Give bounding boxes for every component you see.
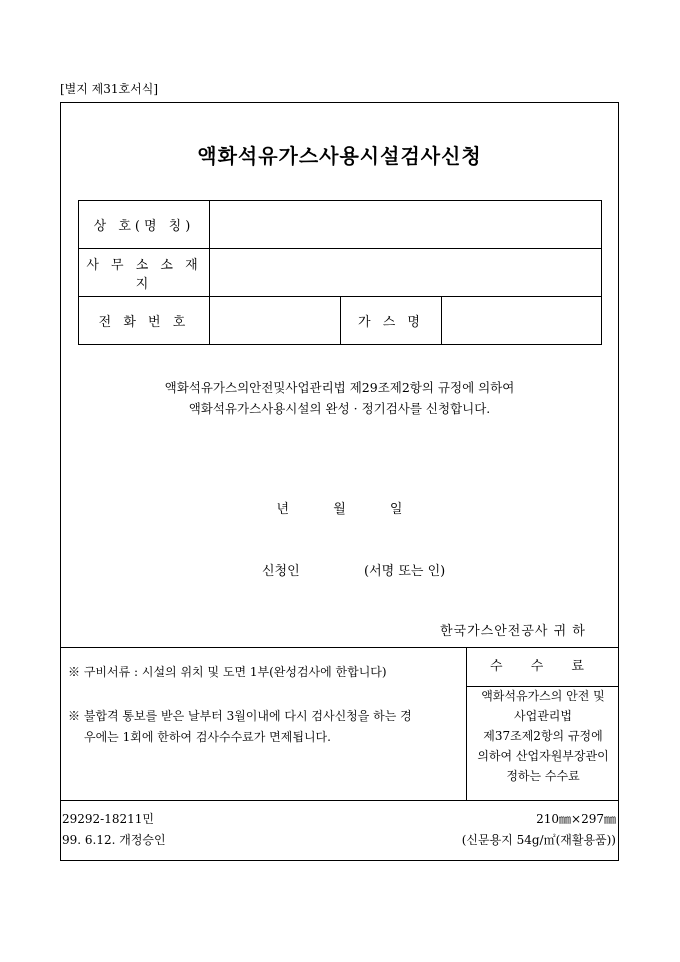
gas-name-field[interactable]	[442, 297, 602, 345]
fee-description	[467, 686, 619, 786]
required-documents-note: ※ 구비서류 : 시설의 위치 및 도면 1부(완성검사에 한합니다)	[68, 665, 387, 679]
table-row	[79, 297, 602, 345]
date-year: 년	[276, 502, 290, 517]
table-row	[79, 201, 602, 249]
date-day: 일	[389, 502, 403, 517]
application-date	[60, 498, 619, 517]
statement-line-2: 액화석유가스사용시설의 완성 · 정기검사를 신청합니다.	[188, 401, 491, 416]
form-code: 29292-18211민	[62, 812, 154, 826]
approval-date: 99. 6.12. 개정승인	[62, 833, 166, 847]
table-row	[79, 249, 602, 297]
paper-type: (신문용지 54g/㎡(재활용품))	[461, 833, 616, 847]
fee-line: 의하여 산업자원부장관이	[477, 749, 609, 763]
fee-header: 수 수 료	[490, 659, 596, 674]
statement-line-1: 액화석유가스의안전및사업관리법 제29조제2항의 규정에 의하여	[164, 380, 515, 395]
recipient: 한국가스안전공사 귀 하	[440, 624, 586, 639]
fee-line: 제37조제2항의 규정에	[483, 729, 603, 743]
applicant-label: 신청인	[262, 564, 300, 579]
date-month: 월	[333, 502, 346, 517]
paper-size: 210㎜×297㎜	[536, 812, 616, 826]
phone-number-label: 전 화 번 호	[79, 297, 210, 345]
office-address-field[interactable]	[210, 249, 602, 297]
divider	[60, 800, 619, 801]
company-name-field[interactable]	[210, 201, 602, 249]
form-title: 액화석유가스사용시설검사신청	[197, 144, 482, 168]
signature-note: (서명 또는 인)	[364, 564, 446, 579]
company-name-label: 상 호(명 칭)	[79, 201, 210, 249]
gas-name-label: 가 스 명	[341, 297, 442, 345]
office-address-label: 사 무 소 소 재 지	[79, 249, 210, 297]
fee-line: 사업관리법	[514, 709, 572, 723]
fee-line: 정하는 수수료	[506, 769, 580, 783]
applicant-info-table	[78, 200, 602, 345]
phone-number-field[interactable]	[210, 297, 341, 345]
form-number-label: [별지 제31호서식]	[60, 82, 158, 96]
fail-notice-line-1: ※ 불합격 통보를 받은 날부터 3월이내에 다시 검사신청을 하는 경	[68, 709, 412, 723]
fail-notice-line-2: 우에는 1회에 한하여 검사수수료가 면제됩니다.	[84, 730, 331, 744]
fee-line: 액화석유가스의 안전 및	[481, 689, 605, 703]
